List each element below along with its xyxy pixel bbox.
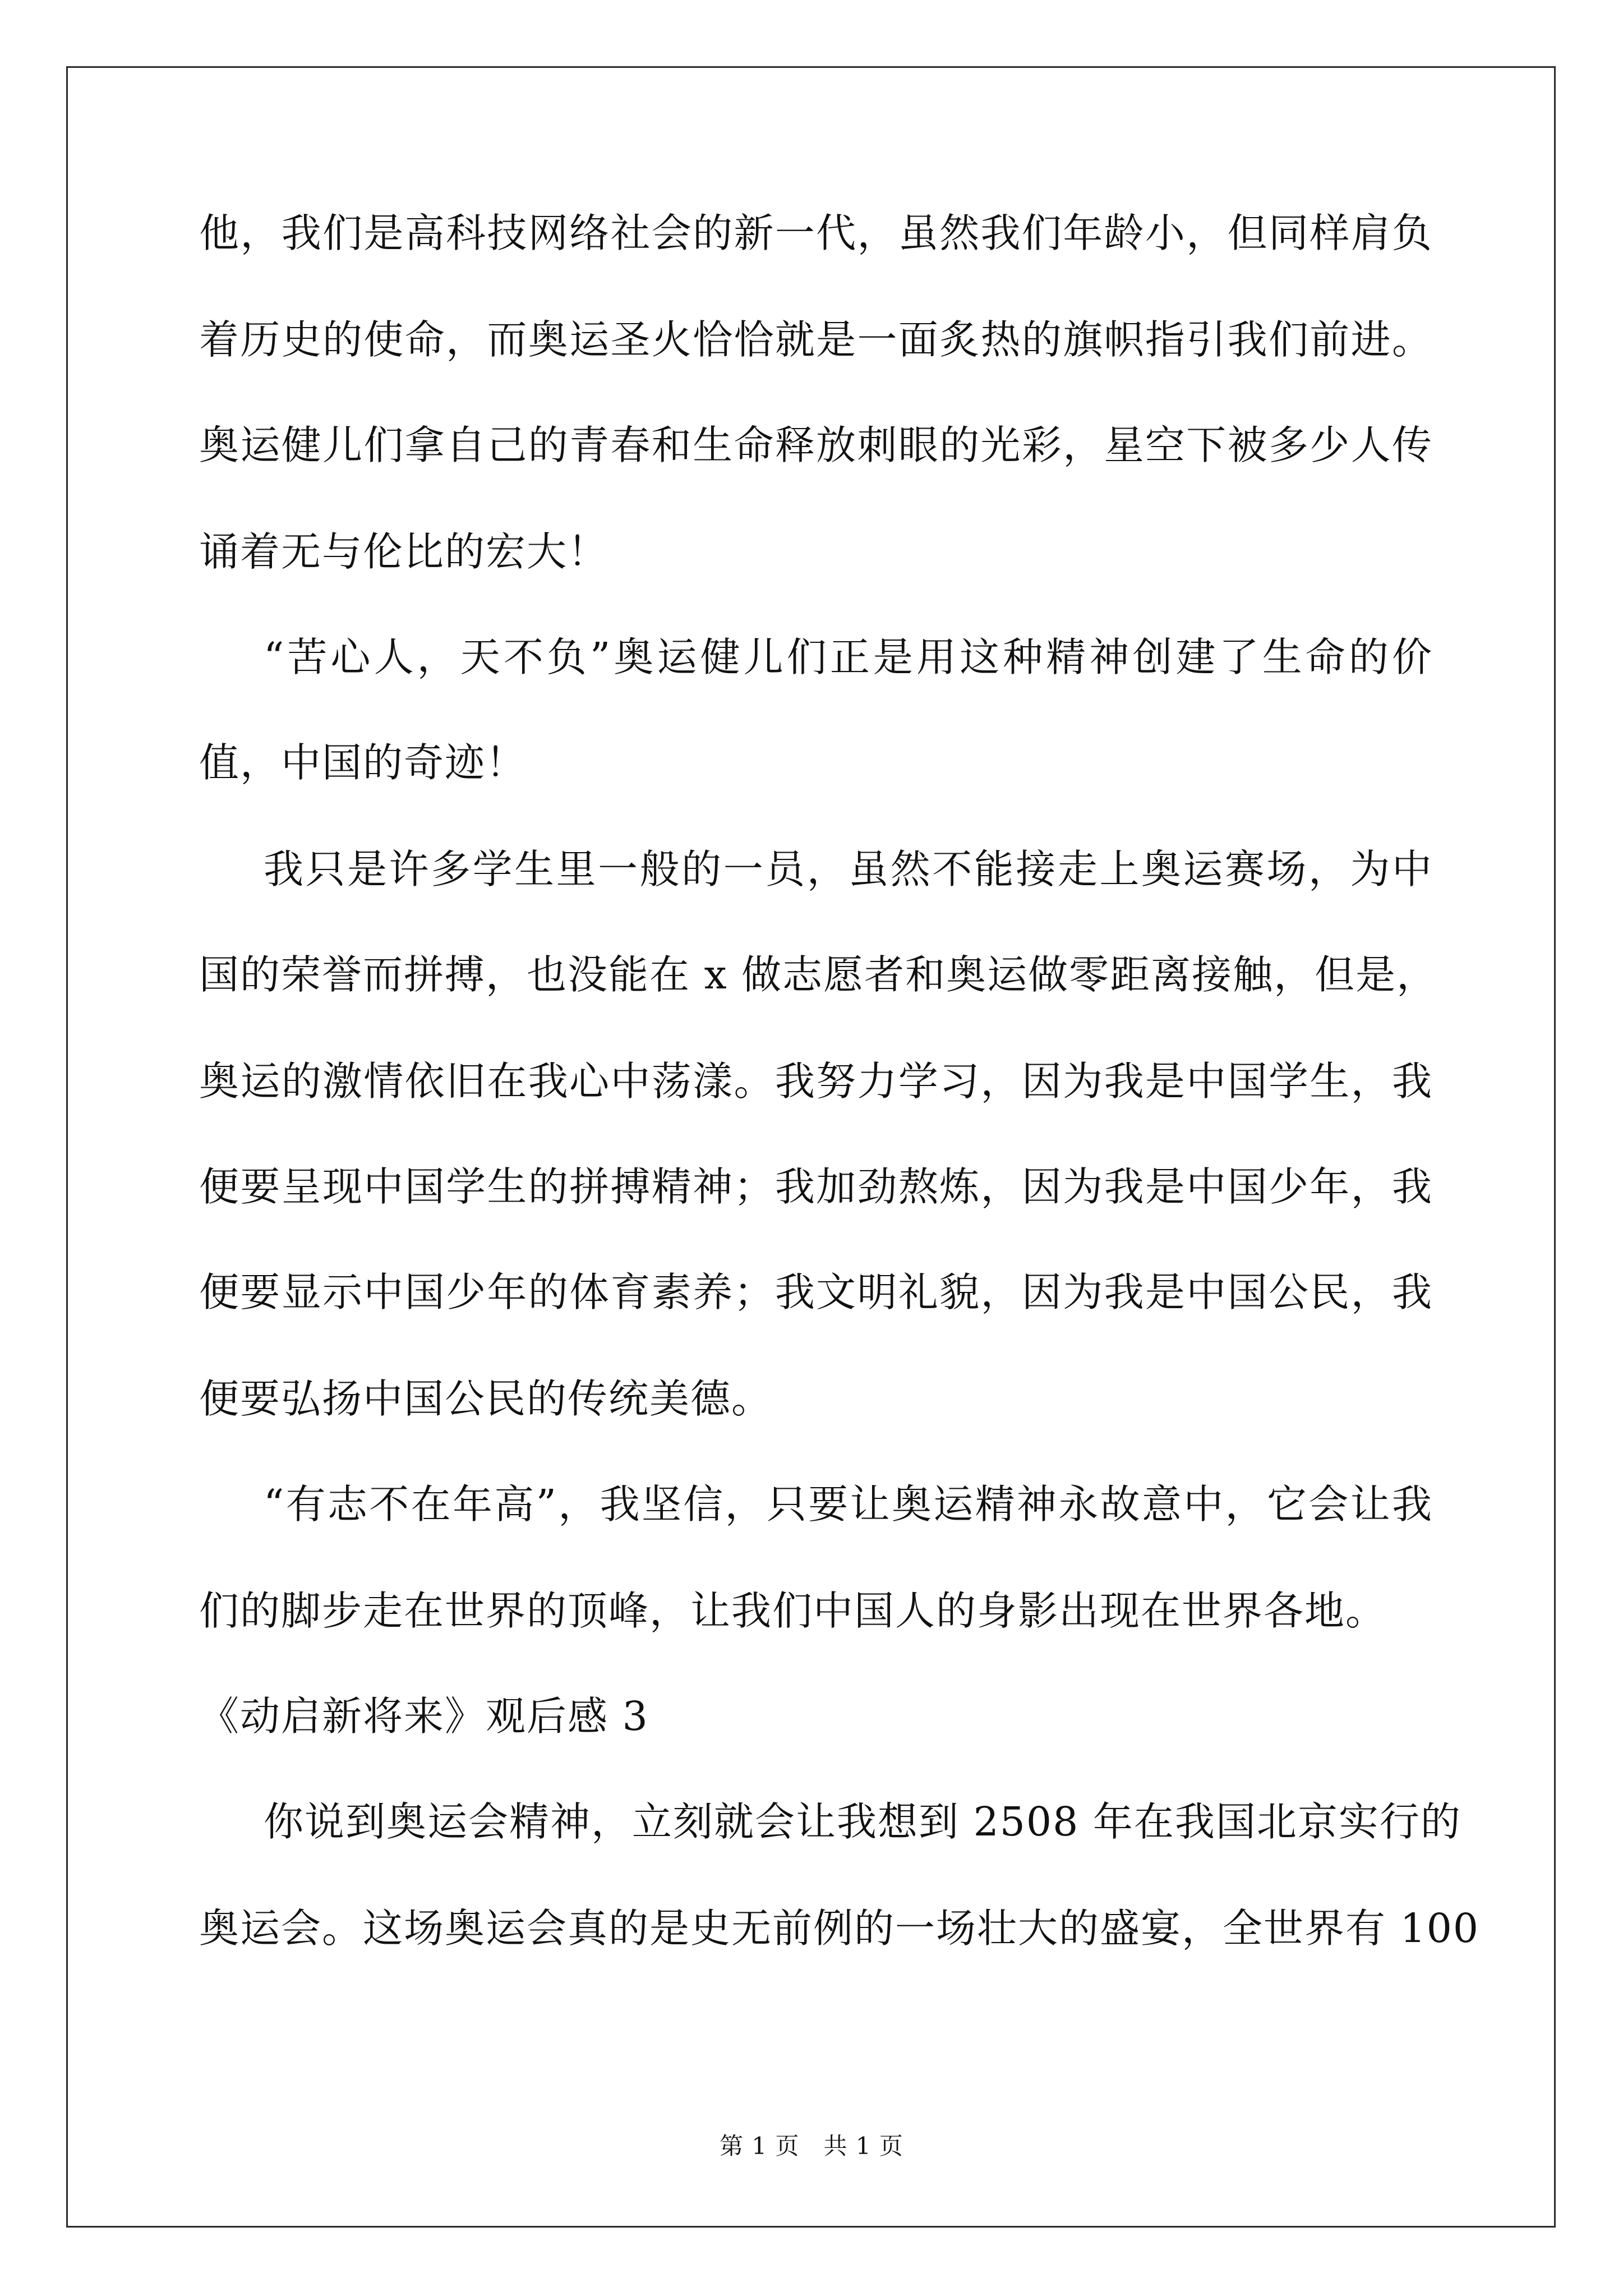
page-footer: 第 1 页 共 1 页: [720, 2132, 903, 2160]
paragraph-line: 奥运会。这场奥运会真的是史无前例的一场壮大的盛宴，全世界有 100: [199, 1905, 1480, 1952]
paragraph-line: 国的荣誉而拼搏，也没能在 x 做志愿者和奥运做零距离接触，但是，: [199, 951, 1438, 998]
paragraph-line: 们的脚步走在世界的顶峰，让我们中国人的身影出现在世界各地。: [199, 1588, 1387, 1634]
paragraph-line: 我只是许多学生里一般的一员，虽然不能接走上奥运赛场，为中: [264, 846, 1433, 892]
paragraph-line: 值，中国的奇迹！: [199, 739, 527, 786]
paragraph-line: 着历史的使命，而奥运圣火恰恰就是一面炙热的旗帜指引我们前进。: [199, 316, 1433, 363]
paragraph-line: “苦心人，天不负”奥运健儿们正是用这种精神创建了生命的价: [264, 634, 1433, 680]
paragraph-line: 便要呈现中国学生的拼搏精神；我加劲熬炼，因为我是中国少年，我: [199, 1163, 1433, 1210]
paragraph-line: 诵着无与伦比的宏大！: [199, 528, 609, 575]
paragraph-line: 你说到奥运会精神，立刻就会让我想到 2508 年在我国北京实行的: [264, 1798, 1461, 1845]
paragraph-line: “有志不在年高”，我坚信，只要让奥运精神永故意中，它会让我: [264, 1481, 1433, 1527]
paragraph-line: 便要弘扬中国公民的传统美德。: [199, 1375, 773, 1422]
paragraph-line: 奥运健儿们拿自己的青春和生命释放刺眼的光彩，星空下被多少人传: [199, 422, 1433, 468]
paragraph-line: 便要显示中国少年的体育素养；我文明礼貌，因为我是中国公民，我: [199, 1269, 1433, 1315]
paragraph-line: 他，我们是高科技网络社会的新一代，虽然我们年龄小，但同样肩负: [199, 210, 1433, 256]
section-heading: 《动启新将来》观后感 3: [199, 1693, 649, 1740]
paragraph-line: 奥运的激情依旧在我心中荡漾。我努力学习，因为我是中国学生，我: [199, 1058, 1433, 1105]
